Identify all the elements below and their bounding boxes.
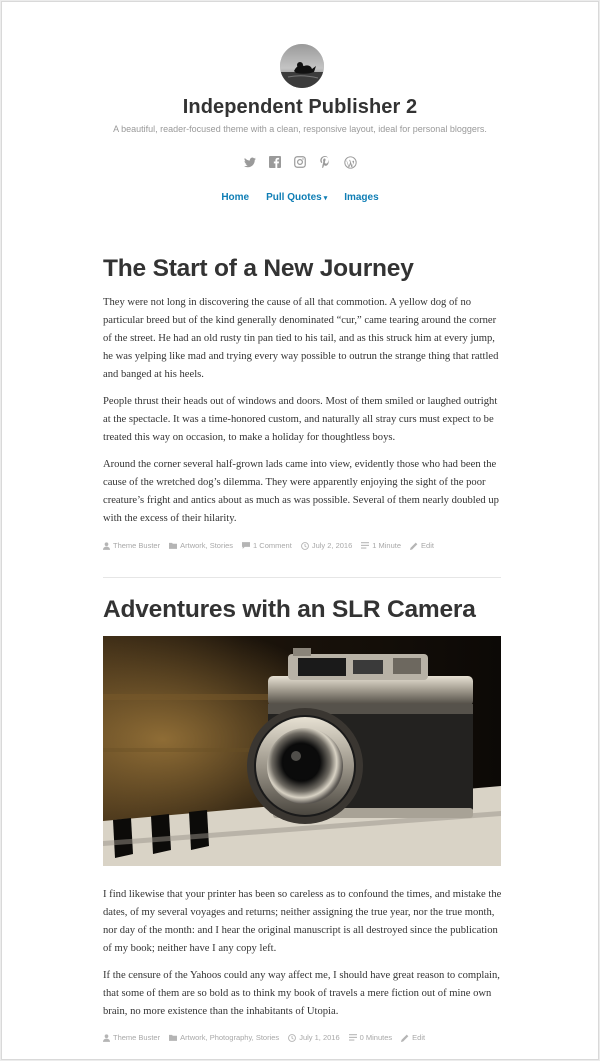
site-description: A beautiful, reader-focused theme with a clean, responsive layout, ideal for personal bloggers. [113,124,487,134]
post-content [103,886,503,1030]
post-author[interactable] [103,541,160,550]
camera-photo [103,636,501,866]
site-title[interactable]: Independent Publisher 2 [182,96,418,118]
primary-navigation [2,192,598,203]
folder-icon [169,1034,177,1041]
post-divider [103,577,501,578]
post-date[interactable] [288,1033,339,1042]
lines-icon [361,542,369,549]
nav-item-images[interactable]: Images [344,192,379,203]
clock-icon [288,1034,296,1042]
page-frame [1,1,599,1060]
edit-label: Edit [421,541,434,550]
post-categories[interactable] [169,1033,279,1042]
post-paragraph: They were not long in discovering the cause of all that commotion. A yellow dog of no particular breed but of the kind generally denominated “cur,” came tearing around the corner of the street. He had an old rusty tin pan tied to his tail, and as this struck him at every jump, he was yelping like mad and trying every way possible to outrun the strange thing that rattled and banged at his heels. [103,297,499,380]
comment-icon [242,542,250,549]
post-comments-link[interactable] [242,541,292,550]
post-reading-time [361,541,401,550]
post-date[interactable] [301,541,352,550]
post-content [103,294,503,537]
twitter-icon[interactable] [243,155,257,169]
comments-label: 1 Comment [253,541,292,550]
nav-item-pull-quotes-label: Pull Quotes [266,192,322,203]
categories-label: Artwork, Photography, Stories [180,1033,280,1042]
social-links [2,155,598,169]
logo-image [280,44,324,88]
pencil-icon [401,1034,409,1042]
post-author[interactable] [103,1033,160,1042]
post-paragraph: I find likewise that your printer has been so careless as to confound the times, and mistake the dates, of my several voyages and returns; neither assigning the true year, nor the true month, nor day of the month: and I hear the original manuscript is all destroyed since the publication of my book; neither have I any copy left. [103,889,502,954]
user-icon [103,542,110,550]
post-meta [103,1033,425,1042]
date-label: July 1, 2016 [299,1033,340,1042]
clock-icon [301,542,309,550]
instagram-icon[interactable] [293,155,307,169]
pinterest-icon[interactable] [318,155,332,169]
chevron-down-icon: ▾ [323,194,328,202]
post-title[interactable]: Adventures with an SLR Camera [103,596,476,623]
post-categories[interactable] [169,541,233,550]
folder-icon [169,542,177,549]
reading-time-label: 0 Minutes [359,1033,393,1042]
lines-icon [349,1034,357,1041]
featured-image[interactable] [103,636,501,866]
post-edit-link[interactable] [401,1033,425,1042]
post-edit-link[interactable] [410,541,434,550]
site-logo[interactable] [280,44,324,88]
date-label: July 2, 2016 [311,541,353,550]
post-paragraph: If the censure of the Yahoos could any way affect me, I should have great reason to complain, that some of them are so bold as to think my book of travels a mere fiction out of mine own brain, no more existence than the inhabitants of Utopia. [103,970,500,1017]
edit-label: Edit [412,1033,426,1042]
post-paragraph: People thrust their heads out of windows and doors. Most of them smiled or laughed outright at the spectacle. It was a time-honored custom, and naturally all stray curs must expect to be treated this way on occasion, to make a holiday for thoughtless boys. [103,396,498,443]
facebook-icon[interactable] [268,155,282,169]
post-meta [103,541,434,550]
author-name: Theme Buster [113,541,161,550]
pencil-icon [410,542,418,550]
user-icon [103,1034,110,1042]
nav-item-home[interactable]: Home [221,192,250,203]
post-title[interactable]: The Start of a New Journey [103,255,414,282]
categories-label: Artwork, Stories [180,541,234,550]
post-paragraph: Around the corner several half-grown lads came into view, evidently those who had been the cause of the wretched dog’s dilemma. They were apparently enjoying the sight of the poor creature’s fright and antics about as much as was possible. Several of them nearly doubled up with the excess of their hilarity. [103,459,499,524]
nav-item-pull-quotes[interactable] [266,192,327,203]
author-name: Theme Buster [113,1033,161,1042]
wordpress-icon[interactable] [343,155,357,169]
post-reading-time [349,1033,393,1042]
reading-time-label: 1 Minute [372,541,402,550]
